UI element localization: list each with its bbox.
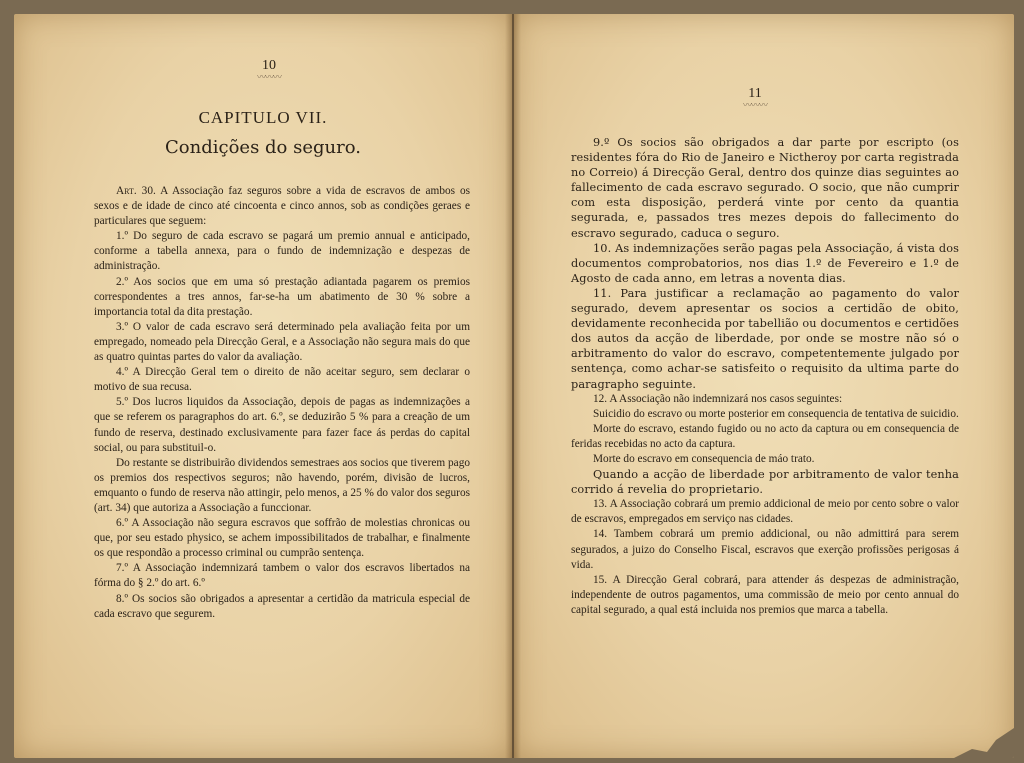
paragraph: 3.º O valor de cada escravo será determinado pela avaliação feita por um empregado, nomeado pela Direcção Geral, e a Associação não segura mais do que as quatro quintas partes do valor da avaliação. (94, 320, 470, 364)
paragraph: 11. Para justificar a reclamação ao pagamento do valor segurado, devem apresentar os socios a certidão de obito, devidamente reconhecida por tabellião ou documentos e certidões dos autos da acção de liberdade, por onde se mostre não só o arbitramento do valor do escravo, competentemente julgado por sentença, como achar-se satisfeito o requisito da ultima parte do paragrapho seguinte. (571, 286, 959, 391)
paragraph: 1.º Do seguro de cada escravo se pagará um premio annual e anticipado, conforme a tabella annexa, para o fundo de indemnização e despezas de administração. (94, 230, 470, 273)
right-page (514, 14, 1014, 758)
paragraph-text: A Associação faz seguros sobre a vida de escravos de ambos os sexos e de idade de cinco até cincoenta e cinco annos, sob as condições geraes e particulares que seguem: (94, 185, 471, 228)
page-number (239, 58, 299, 80)
paragraph: 5.º Dos lucros liquidos da Associação, depois de pagas as indemnizações a que se referem os paragraphos do art. 6.º, se deduzirão 5 % para a creação de um fundo de reserva, destinado exclusivamente para fazer face ás perdas do capital social, ou para substituil-o. (94, 396, 470, 454)
paragraph: 12. A Associação não indemnizará nos casos seguintes: (593, 392, 843, 405)
paragraph: 14. Tambem cobrará um premio addicional, ou não admittirá para serem segurados, a juizo do Conselho Fiscal, escravos que exerção profissões perigosas á vida. (571, 528, 959, 571)
book-gutter (505, 14, 521, 758)
paragraph: 10. As indemnizações serão pagas pela Associação, á vista dos documentos comprobatorios, nos dias 1.º de Fevereiro e 1.º de Agosto de cada anno, em letras a noventa dias. (571, 241, 959, 285)
torn-corner (954, 728, 1014, 758)
page-number-ornament: 〰〰〰 (256, 72, 281, 82)
paragraph: 15. A Direcção Geral cobrará, para attender ás despezas de administração, independente de outros pagamentos, uma commissão de meio por cento annual do capital segurado, a qual está incluida nos premios que marca a tabella. (571, 573, 959, 616)
paragraph-art-30 (94, 184, 470, 229)
left-page-body (94, 184, 470, 622)
page-number (725, 86, 785, 108)
paragraph: 6.º A Associação não segura escravos que soffrão de molestias chronicas ou que, por seu estado physico, se achem impossibilitados de trabalhar, e finalmente os que respondão a processo criminal ou cumprão sentença. (94, 517, 470, 560)
chapter-subtitle: Condições do seguro. (165, 137, 361, 158)
chapter-title: CAPITULO VII. (198, 108, 328, 127)
left-page (14, 14, 512, 758)
paragraph: 4.º A Direcção Geral tem o direito de não aceitar seguro, sem declarar o motivo de sua recusa. (94, 366, 470, 394)
paragraph: Quando a acção de liberdade por arbitramento de valor tenha corrido á revelia do proprietario. (571, 468, 959, 497)
right-page-body (571, 135, 959, 618)
paragraph: 9.º Os socios são obrigados a dar parte por escripto (os residentes fóra do Rio de Janeiro e Nictheroy por carta registrada no Correio) á Direcção Geral, dentro dos quinze dias seguintes ao fallecimento de cada escravo segurado. O socio, que não cumprir com esta disposição, perderá vinte por cento da quantia segurada, e, passados tres mezes depois do fallecimento do escravo segurado, caduca o seguro. (571, 136, 959, 240)
paragraph: Do restante se distribuirão dividendos semestraes aos socios que tiverem pago os premios dos respectivos seguros; não havendo, porém, divisão de lucros, emquanto o fundo de reserva não attingir, pelo menos, a 25 % do valor dos seguros (art. 34) que autoriza a Associação a funccionar. (94, 456, 470, 514)
paragraph: 8.º Os socios são obrigados a apresentar a certidão da matricula especial de cada escravo que segurem. (94, 592, 470, 620)
page-number-text: 10 (262, 58, 276, 73)
page-number-text: 11 (748, 86, 762, 101)
paragraph: 2.º Aos socios que em uma só prestação adiantada pagarem os premios correspondentes a tres annos, far-se-ha um abatimento de 30 % sobre a importancia total da dita prestação. (94, 275, 470, 318)
paragraph: 13. A Associação cobrará um premio addicional de meio por cento sobre o valor de escravos, empregados em serviço nas cidades. (571, 498, 959, 526)
paragraph: Suicidio do escravo ou morte posterior em consequencia de tentativa de suicidio. (593, 407, 959, 420)
paragraph: 7.º A Associação indemnizará tambem o valor dos escravos libertados na fórma do § 2.º do art. 6.º (94, 562, 470, 590)
page-number-ornament: 〰〰〰 (742, 100, 767, 110)
paragraph: Morte do escravo em consequencia de máo trato. (593, 452, 815, 465)
paragraph: Morte do escravo, estando fugido ou no acto da captura ou em consequencia de feridas recebidas no acto da captura. (571, 422, 959, 450)
article-label: Art. 30. (116, 185, 156, 197)
